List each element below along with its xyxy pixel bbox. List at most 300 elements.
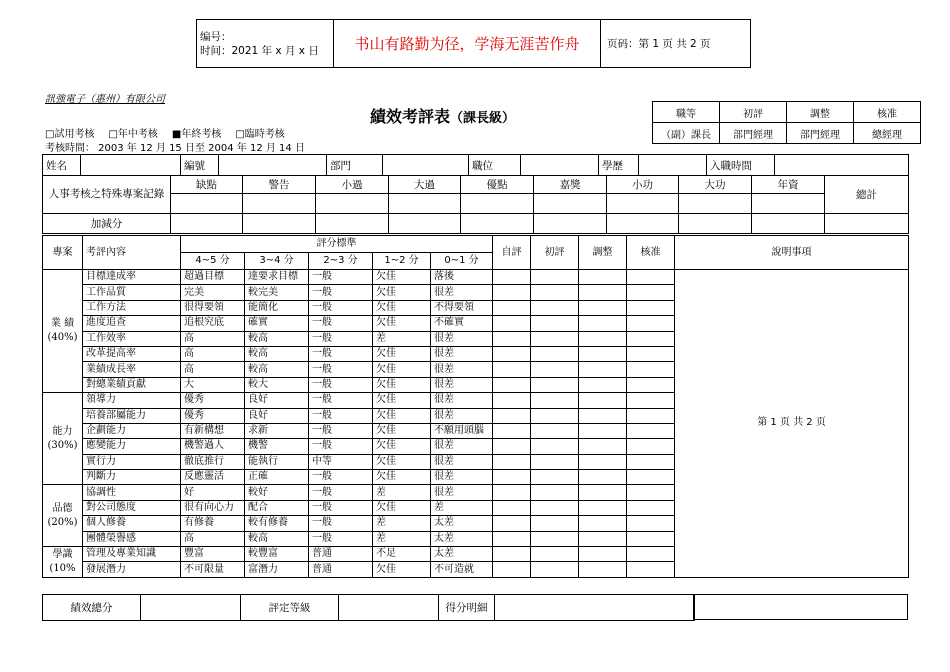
score-input-cell[interactable] bbox=[627, 377, 675, 392]
score-level-text: 較高 bbox=[245, 531, 309, 546]
score-input-cell[interactable] bbox=[627, 547, 675, 562]
score-level-text: 一般 bbox=[309, 439, 373, 454]
score-input-cell[interactable] bbox=[627, 362, 675, 377]
hr-record-label: 人事考核之特殊專案記錄 bbox=[43, 176, 171, 214]
score-level-text: 欠佳 bbox=[373, 316, 431, 331]
score-level-text: 不得要領 bbox=[431, 300, 493, 315]
score-level-text: 很差 bbox=[431, 346, 493, 361]
employee-field-label: 姓名 bbox=[43, 155, 81, 176]
score-level-text: 很差 bbox=[431, 393, 493, 408]
score-level-text: 欠佳 bbox=[373, 500, 431, 515]
hr-record-cell[interactable] bbox=[389, 194, 461, 214]
score-level-text: 一般 bbox=[309, 316, 373, 331]
hr-record-column: 警告 bbox=[243, 176, 316, 194]
score-level-text: 很差 bbox=[431, 362, 493, 377]
category-cell bbox=[43, 270, 83, 393]
doc-time-label: 时间：2021 年 x 月 x 日 bbox=[200, 44, 319, 57]
score-level-text: 差 bbox=[373, 485, 431, 500]
hr-points-cell[interactable] bbox=[171, 214, 243, 234]
hr-points-cell[interactable] bbox=[316, 214, 389, 234]
score-input-cell[interactable] bbox=[579, 547, 627, 562]
hr-points-cell[interactable] bbox=[825, 214, 909, 234]
hr-record-cell[interactable] bbox=[752, 194, 825, 214]
score-level-text: 較高 bbox=[245, 362, 309, 377]
employee-field-value[interactable] bbox=[219, 155, 327, 176]
score-input-cell[interactable] bbox=[627, 485, 675, 500]
approval-value: （副）課長 bbox=[653, 123, 720, 144]
employee-field-label: 編號 bbox=[181, 155, 219, 176]
criterion-label: 領導力 bbox=[83, 393, 181, 408]
score-level-text: 不可限量 bbox=[181, 562, 245, 577]
criterion-label: 個人修養 bbox=[83, 516, 181, 531]
form-title-main: 績效考評表 bbox=[370, 107, 451, 126]
score-input-cell[interactable] bbox=[493, 547, 531, 562]
hr-record-column: 小過 bbox=[316, 176, 389, 194]
score-input-cell[interactable] bbox=[493, 362, 531, 377]
approval-table bbox=[652, 101, 921, 144]
category-weight: (20%) bbox=[47, 516, 78, 528]
score-level-text: 較好 bbox=[245, 485, 309, 500]
score-input-cell[interactable] bbox=[579, 485, 627, 500]
score-level-text: 一般 bbox=[309, 500, 373, 515]
score-level-text: 一般 bbox=[309, 300, 373, 315]
score-input-cell[interactable] bbox=[531, 377, 579, 392]
score-level-text: 能執行 bbox=[245, 454, 309, 469]
score-input-cell[interactable] bbox=[493, 408, 531, 423]
score-input-cell[interactable] bbox=[627, 531, 675, 546]
approval-header: 初評 bbox=[720, 102, 787, 123]
score-level-text: 一般 bbox=[309, 408, 373, 423]
score-level-text: 一般 bbox=[309, 270, 373, 285]
approval-header: 核准 bbox=[854, 102, 921, 123]
score-level-text: 配合 bbox=[245, 500, 309, 515]
score-level-text: 不可造就 bbox=[431, 562, 493, 577]
score-level-text: 太差 bbox=[431, 547, 493, 562]
score-input-cell[interactable] bbox=[531, 516, 579, 531]
assessment-period: 考核時間： 2003 年 12 月 15 日至 2004 年 12 月 14 日 bbox=[45, 143, 305, 154]
score-input-cell[interactable] bbox=[493, 377, 531, 392]
hr-points-label: 加減分 bbox=[43, 214, 171, 234]
employee-field-value[interactable] bbox=[775, 155, 909, 176]
assessment-type-option[interactable]: □年中考核 bbox=[108, 129, 158, 140]
score-level-text: 欠佳 bbox=[373, 423, 431, 438]
score-level-text: 太差 bbox=[431, 531, 493, 546]
score-level-text: 追根究底 bbox=[181, 316, 245, 331]
company-name: 訊強電子（惠州）有限公司 bbox=[45, 94, 165, 105]
criterion-label: 發展潛力 bbox=[83, 562, 181, 577]
score-input-cell[interactable] bbox=[531, 300, 579, 315]
hr-record-column: 缺點 bbox=[171, 176, 243, 194]
score-level-text: 完美 bbox=[181, 285, 245, 300]
score-level-text: 不足 bbox=[373, 547, 431, 562]
score-level-text: 一般 bbox=[309, 423, 373, 438]
score-input-cell[interactable] bbox=[627, 316, 675, 331]
score-level-text: 達要求目標 bbox=[245, 270, 309, 285]
score-level-text: 欠佳 bbox=[373, 439, 431, 454]
hr-points-cell[interactable] bbox=[243, 214, 316, 234]
score-level-text: 一般 bbox=[309, 470, 373, 485]
score-input-cell[interactable] bbox=[531, 362, 579, 377]
score-input-cell[interactable] bbox=[627, 470, 675, 485]
score-level-text: 很差 bbox=[431, 285, 493, 300]
score-level-text: 機警 bbox=[245, 439, 309, 454]
hr-record-column: 年資 bbox=[752, 176, 825, 194]
score-level-text: 不確實 bbox=[431, 316, 493, 331]
score-level-text: 確實 bbox=[245, 316, 309, 331]
score-input-cell[interactable] bbox=[627, 270, 675, 285]
score-level-text: 很有向心力 bbox=[181, 500, 245, 515]
criterion-label: 目標達成率 bbox=[83, 270, 181, 285]
hr-record-cell[interactable] bbox=[243, 194, 316, 214]
score-level-text: 欠佳 bbox=[373, 377, 431, 392]
score-level-text: 較大 bbox=[245, 377, 309, 392]
hr-points-cell[interactable] bbox=[534, 214, 607, 234]
score-level-text: 欠佳 bbox=[373, 454, 431, 469]
criterion-label: 工作效率 bbox=[83, 331, 181, 346]
score-input-cell[interactable] bbox=[493, 270, 531, 285]
score-level-text: 一般 bbox=[309, 516, 373, 531]
score-level-text: 一般 bbox=[309, 285, 373, 300]
approval-value: 總經理 bbox=[854, 123, 921, 144]
category-name: 品德 bbox=[52, 502, 73, 514]
score-level-text: 有修養 bbox=[181, 516, 245, 531]
score-level-text: 較完美 bbox=[245, 285, 309, 300]
score-level-text: 高 bbox=[181, 531, 245, 546]
category-name: 業 績 bbox=[50, 318, 75, 330]
criterion-label: 改革提高率 bbox=[83, 346, 181, 361]
total-score-value[interactable] bbox=[141, 595, 241, 621]
score-input-cell[interactable] bbox=[579, 270, 627, 285]
score-level-text: 豐富 bbox=[181, 547, 245, 562]
score-input-cell[interactable] bbox=[531, 454, 579, 469]
hr-points-cell[interactable] bbox=[607, 214, 679, 234]
col-standard-header: 評分標準 bbox=[181, 236, 493, 253]
score-input-cell[interactable] bbox=[579, 331, 627, 346]
employee-field-value[interactable] bbox=[521, 155, 599, 176]
score-range-header: 3~4 分 bbox=[245, 253, 309, 270]
score-input-cell[interactable] bbox=[531, 470, 579, 485]
score-input-cell[interactable] bbox=[493, 393, 531, 408]
hr-record-cell[interactable] bbox=[316, 194, 389, 214]
score-input-cell[interactable] bbox=[493, 346, 531, 361]
approval-value: 部門經理 bbox=[720, 123, 787, 144]
hr-record-total: 總計 bbox=[825, 176, 909, 214]
score-input-cell[interactable] bbox=[627, 454, 675, 469]
score-input-cell[interactable] bbox=[627, 300, 675, 315]
score-level-text: 欠佳 bbox=[373, 346, 431, 361]
criterion-label: 工作品質 bbox=[83, 285, 181, 300]
score-input-cell[interactable] bbox=[627, 331, 675, 346]
hr-points-cell[interactable] bbox=[752, 214, 825, 234]
score-level-text: 徹底推行 bbox=[181, 454, 245, 469]
score-level-text: 差 bbox=[431, 500, 493, 515]
score-input-cell[interactable] bbox=[579, 470, 627, 485]
score-input-cell[interactable] bbox=[531, 408, 579, 423]
category-name: 能力 bbox=[52, 425, 73, 437]
score-input-cell[interactable] bbox=[493, 531, 531, 546]
score-level-text: 求新 bbox=[245, 423, 309, 438]
score-input-cell[interactable] bbox=[627, 516, 675, 531]
hr-record-column: 大功 bbox=[679, 176, 752, 194]
score-level-text: 一般 bbox=[309, 485, 373, 500]
score-input-cell[interactable] bbox=[627, 439, 675, 454]
score-input-cell[interactable] bbox=[493, 331, 531, 346]
score-level-text: 一般 bbox=[309, 531, 373, 546]
criterion-label: 判斷力 bbox=[83, 470, 181, 485]
score-input-cell[interactable] bbox=[579, 562, 627, 577]
score-level-text: 良好 bbox=[245, 408, 309, 423]
hr-record-column: 大過 bbox=[389, 176, 461, 194]
score-level-text: 好 bbox=[181, 485, 245, 500]
score-level-text: 良好 bbox=[245, 393, 309, 408]
footer-notes-cell bbox=[693, 594, 908, 620]
hr-points-cell[interactable] bbox=[679, 214, 752, 234]
score-input-cell[interactable] bbox=[627, 562, 675, 577]
hr-points-cell[interactable] bbox=[461, 214, 534, 234]
col-notes-header: 說明事項 bbox=[675, 236, 909, 270]
category-name: 學識 bbox=[52, 548, 73, 560]
score-input-cell[interactable] bbox=[493, 285, 531, 300]
category-cell bbox=[43, 393, 83, 485]
employee-field-value[interactable] bbox=[639, 155, 707, 176]
score-level-text: 較有修養 bbox=[245, 516, 309, 531]
score-input-cell[interactable] bbox=[493, 423, 531, 438]
score-level-text: 欠佳 bbox=[373, 562, 431, 577]
form-title bbox=[370, 104, 515, 127]
hr-record-cell[interactable] bbox=[679, 194, 752, 214]
score-level-text: 普通 bbox=[309, 562, 373, 577]
score-input-cell[interactable] bbox=[531, 331, 579, 346]
category-cell bbox=[43, 547, 83, 578]
assessment-type-group bbox=[45, 125, 285, 140]
grade-value[interactable] bbox=[339, 595, 439, 621]
score-input-cell[interactable] bbox=[493, 470, 531, 485]
doc-meta-cell bbox=[197, 20, 334, 68]
criterion-label: 團體榮譽感 bbox=[83, 531, 181, 546]
criterion-label: 應變能力 bbox=[83, 439, 181, 454]
approval-header: 調整 bbox=[787, 102, 854, 123]
score-input-cell[interactable] bbox=[531, 500, 579, 515]
hr-record-cell[interactable] bbox=[461, 194, 534, 214]
score-range-header: 0~1 分 bbox=[431, 253, 493, 270]
score-level-text: 高 bbox=[181, 331, 245, 346]
employee-field-label: 入職時間 bbox=[707, 155, 775, 176]
score-level-text: 較豐富 bbox=[245, 547, 309, 562]
hr-record-cell[interactable] bbox=[534, 194, 607, 214]
score-input-cell[interactable] bbox=[627, 500, 675, 515]
score-input-cell[interactable] bbox=[579, 500, 627, 515]
score-level-text: 機警過人 bbox=[181, 439, 245, 454]
score-level-text: 中等 bbox=[309, 454, 373, 469]
score-input-cell[interactable] bbox=[531, 285, 579, 300]
criterion-label: 進度追查 bbox=[83, 316, 181, 331]
doc-motto: 书山有路勤为径，学海无涯苦作舟 bbox=[334, 20, 601, 68]
score-input-cell[interactable] bbox=[531, 547, 579, 562]
score-input-cell[interactable] bbox=[493, 316, 531, 331]
hr-points-cell[interactable] bbox=[389, 214, 461, 234]
score-input-cell[interactable] bbox=[493, 500, 531, 515]
criterion-label: 協調性 bbox=[83, 485, 181, 500]
employee-field-label: 學歷 bbox=[599, 155, 639, 176]
score-level-text: 一般 bbox=[309, 393, 373, 408]
grade-label: 評定等級 bbox=[241, 595, 339, 621]
score-input-cell[interactable] bbox=[531, 531, 579, 546]
score-level-text: 普通 bbox=[309, 547, 373, 562]
score-level-text: 較高 bbox=[245, 331, 309, 346]
score-level-text: 反應靈活 bbox=[181, 470, 245, 485]
score-input-cell[interactable] bbox=[493, 439, 531, 454]
score-level-text: 超過目標 bbox=[181, 270, 245, 285]
score-detail-value[interactable] bbox=[495, 595, 695, 621]
col-adjust-header: 調整 bbox=[579, 236, 627, 270]
score-input-cell[interactable] bbox=[627, 346, 675, 361]
score-input-cell[interactable] bbox=[579, 439, 627, 454]
score-range-header: 1~2 分 bbox=[373, 253, 431, 270]
score-input-cell[interactable] bbox=[579, 362, 627, 377]
employee-field-value[interactable] bbox=[81, 155, 181, 176]
criterion-label: 工作方法 bbox=[83, 300, 181, 315]
score-input-cell[interactable] bbox=[579, 316, 627, 331]
score-input-cell[interactable] bbox=[493, 485, 531, 500]
notes-cell[interactable]: 第 1 页 共 2 页 bbox=[675, 270, 909, 578]
score-input-cell[interactable] bbox=[493, 516, 531, 531]
footer-table bbox=[42, 594, 695, 621]
score-input-cell[interactable] bbox=[493, 562, 531, 577]
category-weight: (30%) bbox=[47, 439, 78, 451]
hr-record-column: 優點 bbox=[461, 176, 534, 194]
assessment-type-option[interactable]: ■年終考核 bbox=[171, 129, 222, 140]
score-detail-label: 得分明細 bbox=[439, 595, 495, 621]
score-level-text: 差 bbox=[373, 331, 431, 346]
col-content-header: 考評內容 bbox=[83, 236, 181, 270]
employee-field-label: 職位 bbox=[469, 155, 521, 176]
score-level-text: 優秀 bbox=[181, 408, 245, 423]
assessment-type-option[interactable]: □試用考核 bbox=[45, 129, 95, 140]
hr-record-cell[interactable] bbox=[171, 194, 243, 214]
score-level-text: 一般 bbox=[309, 377, 373, 392]
score-input-cell[interactable] bbox=[579, 285, 627, 300]
doc-page-label: 页码：第 1 页 共 2 页 bbox=[601, 20, 751, 68]
col-first-header: 初評 bbox=[531, 236, 579, 270]
score-level-text: 欠佳 bbox=[373, 300, 431, 315]
score-input-cell[interactable] bbox=[579, 346, 627, 361]
category-weight: (40%) bbox=[47, 332, 78, 344]
score-input-cell[interactable] bbox=[579, 454, 627, 469]
score-level-text: 很差 bbox=[431, 377, 493, 392]
form-title-sub: （課長級） bbox=[450, 111, 516, 126]
score-input-cell[interactable] bbox=[579, 516, 627, 531]
score-range-header: 4~5 分 bbox=[181, 253, 245, 270]
score-range-header: 2~3 分 bbox=[309, 253, 373, 270]
score-level-text: 很差 bbox=[431, 454, 493, 469]
criterion-label: 管理及專業知識 bbox=[83, 547, 181, 562]
hr-record-column: 小功 bbox=[607, 176, 679, 194]
score-input-cell[interactable] bbox=[627, 408, 675, 423]
score-level-text: 欠佳 bbox=[373, 408, 431, 423]
score-level-text: 差 bbox=[373, 516, 431, 531]
criterion-label: 企劃能力 bbox=[83, 423, 181, 438]
score-input-cell[interactable] bbox=[627, 393, 675, 408]
score-level-text: 正確 bbox=[245, 470, 309, 485]
criterion-label: 對總業績貢獻 bbox=[83, 377, 181, 392]
score-level-text: 一般 bbox=[309, 362, 373, 377]
score-level-text: 較高 bbox=[245, 346, 309, 361]
score-level-text: 一般 bbox=[309, 346, 373, 361]
score-level-text: 高 bbox=[181, 346, 245, 361]
scoring-table bbox=[42, 235, 909, 578]
score-input-cell[interactable] bbox=[579, 393, 627, 408]
score-level-text: 高 bbox=[181, 362, 245, 377]
score-level-text: 欠佳 bbox=[373, 470, 431, 485]
score-level-text: 落後 bbox=[431, 270, 493, 285]
score-level-text: 太差 bbox=[431, 516, 493, 531]
scoring-body bbox=[43, 236, 909, 578]
total-score-label: 績效總分 bbox=[43, 595, 141, 621]
score-level-text: 欠佳 bbox=[373, 393, 431, 408]
category-cell bbox=[43, 485, 83, 547]
hr-record-column: 嘉獎 bbox=[534, 176, 607, 194]
score-input-cell[interactable] bbox=[493, 300, 531, 315]
score-input-cell[interactable] bbox=[579, 377, 627, 392]
score-level-text: 大 bbox=[181, 377, 245, 392]
category-weight: (10% bbox=[49, 562, 76, 574]
criterion-label: 培養部屬能力 bbox=[83, 408, 181, 423]
score-input-cell[interactable] bbox=[531, 270, 579, 285]
employee-field-label: 部門 bbox=[327, 155, 383, 176]
score-input-cell[interactable] bbox=[531, 439, 579, 454]
score-input-cell[interactable] bbox=[493, 454, 531, 469]
score-level-text: 很差 bbox=[431, 470, 493, 485]
score-input-cell[interactable] bbox=[531, 393, 579, 408]
scoring-row bbox=[43, 270, 909, 285]
score-level-text: 欠佳 bbox=[373, 270, 431, 285]
score-input-cell[interactable] bbox=[627, 285, 675, 300]
col-project-header: 專案 bbox=[43, 236, 83, 270]
score-level-text: 很得要領 bbox=[181, 300, 245, 315]
approval-header: 職等 bbox=[653, 102, 720, 123]
score-level-text: 有新構想 bbox=[181, 423, 245, 438]
employee-field-value[interactable] bbox=[383, 155, 469, 176]
score-level-text: 一般 bbox=[309, 331, 373, 346]
score-input-cell[interactable] bbox=[531, 485, 579, 500]
score-input-cell[interactable] bbox=[579, 423, 627, 438]
score-level-text: 不願用頭腦 bbox=[431, 423, 493, 438]
score-level-text: 很差 bbox=[431, 331, 493, 346]
score-input-cell[interactable] bbox=[579, 531, 627, 546]
score-input-cell[interactable] bbox=[579, 408, 627, 423]
score-input-cell[interactable] bbox=[579, 300, 627, 315]
col-self-header: 自評 bbox=[493, 236, 531, 270]
score-level-text: 優秀 bbox=[181, 393, 245, 408]
hr-record-cell[interactable] bbox=[607, 194, 679, 214]
score-level-text: 欠佳 bbox=[373, 285, 431, 300]
assessment-type-option[interactable]: □臨時考核 bbox=[235, 129, 285, 140]
criterion-label: 實行力 bbox=[83, 454, 181, 469]
score-level-text: 能簡化 bbox=[245, 300, 309, 315]
score-level-text: 很差 bbox=[431, 439, 493, 454]
score-level-text: 富潛力 bbox=[245, 562, 309, 577]
score-input-cell[interactable] bbox=[531, 316, 579, 331]
score-input-cell[interactable] bbox=[627, 423, 675, 438]
score-level-text: 欠佳 bbox=[373, 362, 431, 377]
score-input-cell[interactable] bbox=[531, 423, 579, 438]
criterion-label: 業績成長率 bbox=[83, 362, 181, 377]
score-input-cell[interactable] bbox=[531, 346, 579, 361]
doc-number-label: 编号： bbox=[200, 30, 232, 43]
employee-info-table bbox=[42, 154, 909, 176]
score-level-text: 差 bbox=[373, 531, 431, 546]
score-input-cell[interactable] bbox=[531, 562, 579, 577]
